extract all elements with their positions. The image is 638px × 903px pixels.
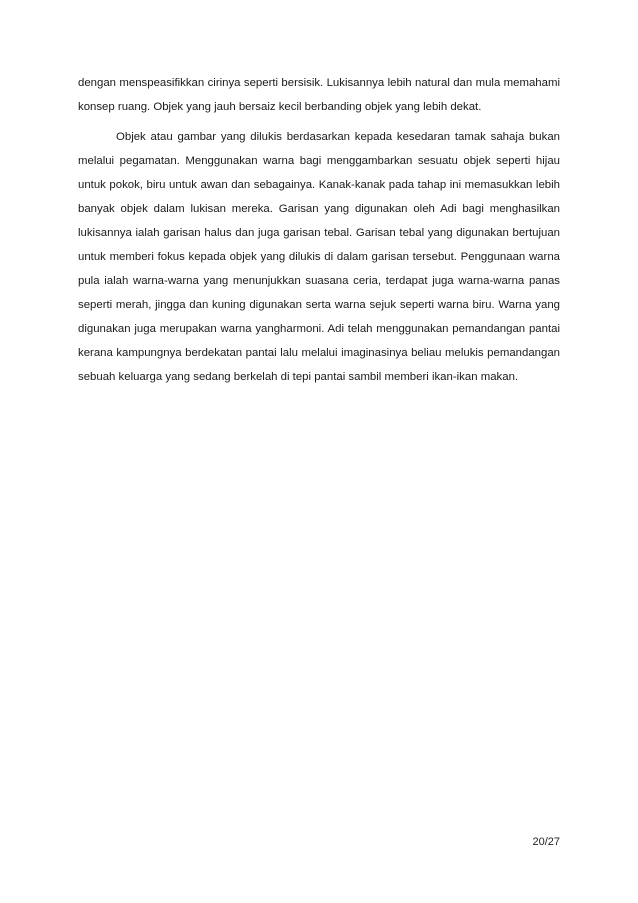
paragraph-2: Objek atau gambar yang dilukis berdasarkan kepada kesedaran tamak sahaja bukan melalui pegamatan. Menggunakan warna bagi menggambarkan sesuatu objek seperti hijau untuk pokok, biru untuk awan dan sebagainya. Kanak-kanak pada tahap ini memasukkan lebih banyak objek dalam lukisan mereka. Garisan yang digunakan oleh Adi bagi menghasilkan lukisannya ialah garisan halus dan juga garisan tebal. Garisan tebal yang digunakan bertujuan untuk memberi fokus kepada objek yang dilukis di dalam garisan tersebut. Penggunaan warna pula ialah warna-warna yang menunjukkan suasana ceria, terdapat juga warna-warna panas seperti merah, jingga dan kuning digunakan serta warna sejuk seperti warna biru. Warna yang digunakan juga merupakan warna yangharmoni. Adi telah menggunakan pemandangan pantai kerana kampungnya berdekatan pantai lalu melalui imaginasinya beliau melukis pemandangan sebuah keluarga yang sedang berkelah di tepi pantai sambil memberi ikan-ikan makan. [78, 131, 560, 383]
paragraph-1: dengan menspeasifikkan cirinya seperti bersisik. Lukisannya lebih natural dan mula memahami konsep ruang. Objek yang jauh bersaiz kecil berbanding objek yang lebih dekat. [78, 77, 560, 113]
page-number: 20/27 [532, 836, 560, 848]
